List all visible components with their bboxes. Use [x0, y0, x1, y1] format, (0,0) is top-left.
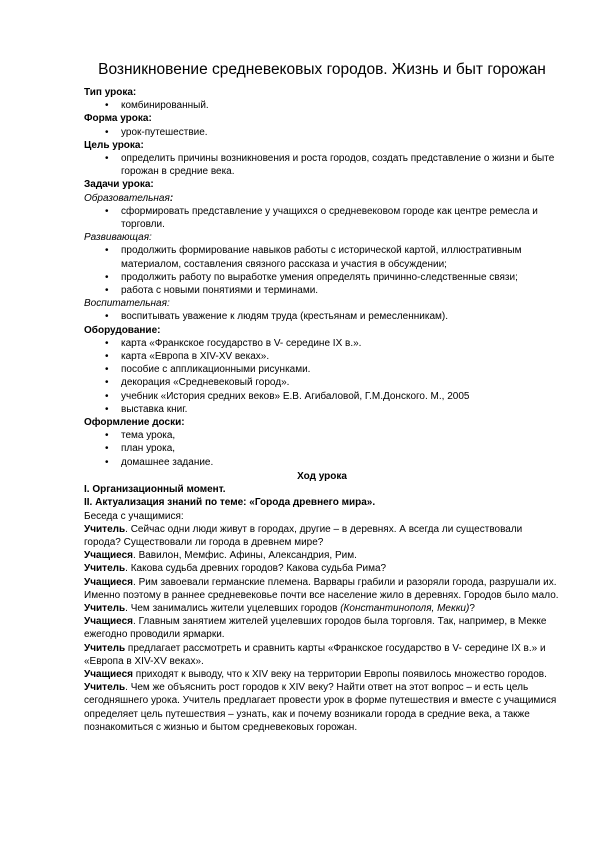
separator: .: [133, 576, 139, 588]
lesson-progress-heading: Ход урока: [297, 470, 347, 482]
upbringing-task-list: [84, 310, 560, 323]
list-item: • карта «Европа в XIV-XV веках».: [84, 350, 560, 363]
list-item: • тема урока,: [84, 429, 560, 442]
speech: Какова судьба древних городов? Какова судьба Рима?: [130, 563, 387, 575]
list-item: • пособие с аппликационными рисунками.: [84, 363, 560, 376]
upbringing-task-label: Воспитательная:: [84, 298, 170, 310]
list-item: • декорация «Средневековый город».: [84, 376, 560, 389]
list-item: • урок-путешествие.: [84, 126, 560, 139]
list-item: • продолжить формирование навыков работы с исторической картой, иллюстративным материалом, составления связного рассказа и участия в обсуждении;: [84, 244, 560, 270]
speaker: Учащиеся: [84, 550, 133, 562]
list-item: • учебник «История средних веков» Е.В. Агибаловой, Г.М.Донского. М., 2005: [84, 390, 560, 403]
list-item: • работа с новыми понятиями и терминами.: [84, 284, 560, 297]
dialog-line: [84, 668, 560, 681]
separator: .: [133, 616, 139, 628]
speaker: Учитель: [84, 682, 126, 694]
educational-task-label: [84, 192, 560, 205]
speech: Чем занимались жители уцелевших городов: [130, 602, 341, 614]
list-item: • определить причины возникновения и роста городов, создать представление о жизни и быте горожан в средние века.: [84, 152, 560, 178]
dialog-line: [84, 642, 560, 668]
list-item: • карта «Франкское государство в V- середине IX в.».: [84, 337, 560, 350]
separator: .: [133, 550, 139, 562]
list-item: • сформировать представление у учащихся о средневековом городе как центре ремесла и торговли.: [84, 205, 560, 231]
lesson-type-heading: Тип урока:: [84, 87, 137, 98]
board-list: [84, 429, 560, 469]
lesson-form-heading: Форма урока:: [84, 113, 152, 125]
speaker: Учащиеся: [84, 668, 133, 680]
speaker: Учащиеся: [84, 576, 133, 588]
speech: предлагает рассмотреть и сравнить карты «Франкское государство в V- середине IX в.» и «Европа в XIV-XV веках».: [84, 642, 546, 667]
dialog-line: [84, 562, 560, 575]
speech: Сейчас одни люди живут в городах, другие – в деревнях. А всегда ли существовали города? Существовали ли города в древнем мире?: [84, 523, 523, 548]
speaker: Учащиеся: [84, 616, 133, 628]
equipment-list: [84, 337, 560, 416]
lesson-goal-heading: Цель урока:: [84, 139, 144, 151]
board-heading: Оформление доски:: [84, 417, 185, 429]
separator: .: [125, 523, 131, 535]
speech-end: ?: [469, 602, 475, 614]
lesson-form-list: [84, 126, 560, 139]
educational-label: Образовательная: [84, 192, 170, 204]
speech: Главным занятием жителей уцелевших городов была торговля. Так, например, в Мекке ежегодно проводили ярмарки.: [84, 616, 547, 641]
stage-2-heading: II. Актуализация знаний по теме: «Города древнего мира».: [84, 497, 376, 509]
speech-italic: (Константинополя, Мекки): [340, 602, 470, 614]
list-item: • домашнее задание.: [84, 456, 560, 469]
speaker: Учитель: [84, 602, 126, 614]
lesson-type-list: [84, 99, 560, 112]
lesson-tasks-heading: Задачи урока:: [84, 179, 154, 191]
speech: Рим завоевали германские племена. Варвары грабили и разоряли города, разрушали их. Именно поэтому в раннее средневековье почти все население жило в деревнях. Городов было мало.: [84, 576, 559, 601]
educational-colon: :: [169, 192, 174, 204]
separator: .: [125, 563, 131, 575]
educational-task-list: [84, 205, 560, 231]
speech: Чем же объяснить рост городов к XIV веку? Найти ответ на этот вопрос – и есть цель сегодняшнего урока. Учитель предлагает провести урок в форме путешествия и вместе с учащимися определяет цель путешествия – узнать, как и почему возникали города в средние века, а также познакомиться с жизнью и бытом средневековых горожан.: [84, 682, 557, 733]
conversation-intro: Беседа с учащимися:: [84, 510, 184, 522]
dialog-line: [84, 576, 560, 602]
dialog-line: [84, 681, 560, 734]
speech: Вавилон, Мемфис. Афины, Александрия, Рим.: [138, 550, 357, 562]
stage-1-heading: I. Организационный момент.: [84, 484, 226, 496]
list-item: • продолжить работу по выработке умения определять причинно-следственные связи;: [84, 271, 560, 284]
developing-task-list: [84, 244, 560, 297]
speaker: Учитель: [84, 523, 126, 535]
list-item: • выставка книг.: [84, 403, 560, 416]
separator: .: [125, 682, 131, 694]
separator: .: [125, 602, 131, 614]
list-item: • воспитывать уважение к людям труда (крестьянам и ремесленникам).: [84, 310, 560, 323]
dialog-line: [84, 602, 560, 615]
speaker: Учитель: [84, 642, 126, 654]
developing-task-label: Развивающая:: [84, 232, 152, 244]
equipment-heading: Оборудование:: [84, 324, 161, 336]
speech: приходят к выводу, что к XIV веку на территории Европы появилось множество городов.: [135, 668, 547, 680]
dialog-line: [84, 549, 560, 562]
dialog-line: [84, 615, 560, 641]
dialog-line: [84, 523, 560, 549]
document-page: [84, 60, 560, 734]
list-item: • комбинированный.: [84, 99, 560, 112]
lesson-goal-list: [84, 152, 560, 178]
list-item: • план урока,: [84, 442, 560, 455]
speaker: Учитель: [84, 563, 126, 575]
document-title: Возникновение средневековых городов. Жизнь и быт горожан: [98, 61, 546, 78]
